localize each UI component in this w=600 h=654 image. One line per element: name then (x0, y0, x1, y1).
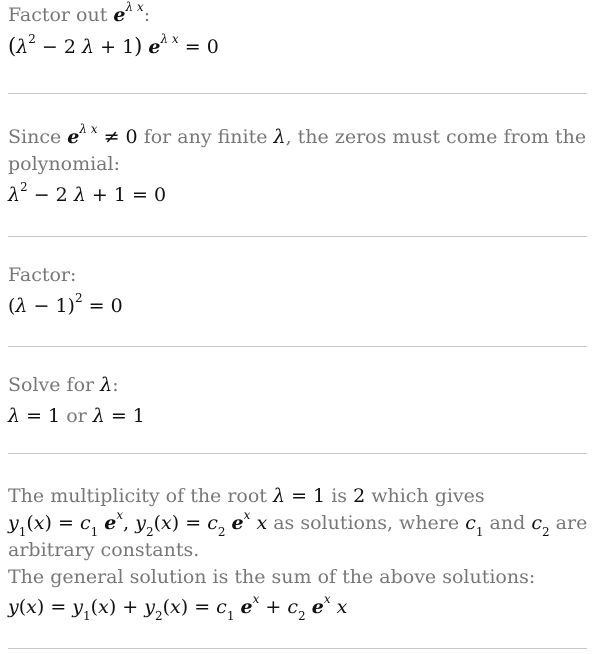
step-label (8, 2, 588, 29)
label-text: Solve for (8, 374, 95, 396)
divider (8, 453, 587, 454)
divider (8, 93, 587, 94)
equation: $(\lambda - 1)^2 = 0$ (8, 290, 123, 317)
c2: $c_2$ (531, 512, 550, 539)
root-eq: λ = 1 (273, 485, 326, 507)
step-factor (8, 262, 588, 320)
label-text: is (331, 485, 348, 507)
exp-nonzero: $e^{\lambda x} \ne 0$ (67, 121, 138, 148)
label-text: Factor out (8, 4, 108, 26)
equation: $y(x) = y_1(x) + y_2(x) = c_1$ $e^x + c_2$ $e^x$ x (8, 591, 348, 623)
step-factor-out (8, 2, 588, 61)
colon: : (143, 4, 151, 26)
text-line (8, 483, 588, 510)
equation: λ = 1 or λ = 1 (8, 405, 145, 427)
text-line: arbitrary constants. (8, 539, 200, 561)
lambda: λ (100, 374, 113, 396)
step-label-line2: polynomial: (8, 153, 120, 175)
label-text: which gives (371, 485, 485, 507)
label-text: as solutions, where (273, 512, 460, 534)
solutions: $y_1(x) = c_1$ $e^x$, $y_2(x) = c_2$ $e^x$ x (8, 507, 268, 539)
divider (8, 648, 587, 649)
label-text: and (489, 512, 526, 534)
c1: $c_1$ (465, 512, 484, 539)
multiplicity: 2 (353, 485, 366, 507)
step-label (8, 121, 588, 151)
step-since (8, 121, 588, 209)
label-text: Since (8, 126, 62, 148)
label-text: The multiplicity of the root (8, 485, 267, 507)
step-solve (8, 372, 588, 430)
or-text: or (66, 405, 87, 427)
step-label (8, 372, 588, 399)
step-general-solution (8, 483, 588, 621)
step-label: Factor: (8, 264, 77, 286)
label-text: , the zeros must come from the (285, 126, 587, 148)
lambda: λ (273, 126, 286, 148)
text-line (8, 507, 588, 539)
equation: ($\lambda^2 - 2$ λ + 1) $e^{\lambda x} = 0$ (8, 31, 219, 58)
equation: $\lambda^2 - 2$ λ + 1 = 0 (8, 179, 167, 206)
divider (8, 346, 587, 347)
exp-term: $e^{\lambda x}$ (113, 0, 144, 26)
text-line: The general solution is the sum of the above solutions: (8, 566, 536, 588)
colon: : (112, 374, 119, 396)
divider (8, 236, 587, 237)
label-text: are (555, 512, 588, 534)
label-text: for any finite (143, 126, 268, 148)
